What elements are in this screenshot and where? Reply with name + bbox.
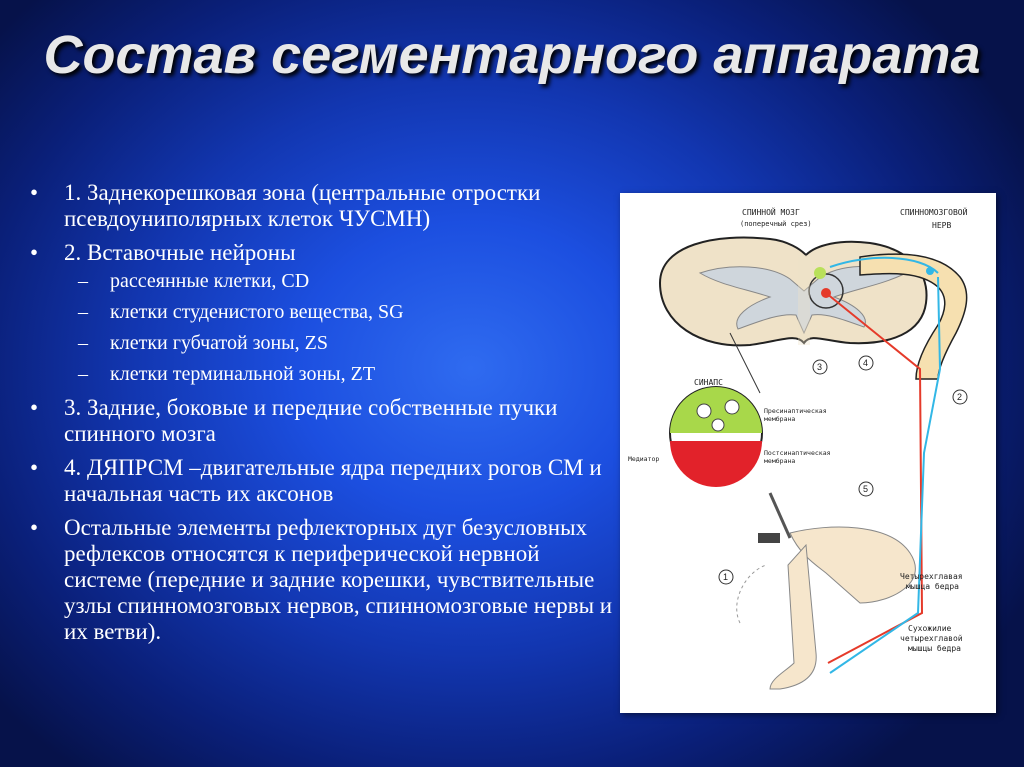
- callout-4: 4: [863, 358, 869, 368]
- label-quadriceps: Четырехглавая: [900, 572, 963, 581]
- sub-list: [64, 268, 615, 387]
- slide-title: Состав сегментарного аппарата: [43, 25, 981, 85]
- sub-item: [64, 299, 615, 325]
- bullet-item: [30, 515, 615, 645]
- label-cross-section: (поперечный срез): [740, 220, 812, 228]
- number-callout: [859, 482, 873, 496]
- label-spinal-nerve-2: НЕРВ: [932, 221, 952, 230]
- label-spinal-cord: СПИННОЙ МОЗГ: [742, 208, 800, 217]
- label-tendon-3: мышцы бедра: [908, 644, 961, 653]
- bullet-text: 2. Вставочные нейроны: [64, 240, 296, 265]
- bullet-text: 4. ДЯПРСМ –двигательные ядра передних рогов СМ и начальная часть их аксонов: [64, 455, 602, 506]
- reflex-arc-illustration: [620, 193, 996, 713]
- bullet-text: 3. Задние, боковые и передние собственные пучки спинного мозга: [64, 395, 558, 446]
- bullet-list: [30, 180, 615, 653]
- sub-item: [64, 330, 615, 356]
- label-tendon-2: четырехглавой: [900, 634, 963, 643]
- reflex-arc-figure: [620, 193, 996, 713]
- callout-5: 5: [863, 484, 869, 494]
- callout-1: 1: [723, 572, 729, 582]
- sub-marker: –: [78, 301, 88, 323]
- sub-text: клетки терминальной зоны, ZT: [110, 363, 376, 385]
- bullet-marker: •: [30, 455, 39, 480]
- bullet-text: Остальные элементы рефлекторных дуг безусловных рефлексов относятся к периферической нервной системе (передние и задние корешки, чувствительные узлы спинномозговых нервов, спинномозговые нервы и их ветви).: [64, 515, 613, 644]
- sub-text: рассеянные клетки, CD: [110, 270, 310, 292]
- sub-marker: –: [78, 363, 88, 385]
- bullet-text: 1. Заднекорешковая зона (центральные отростки псевдоуниполярных клеток ЧУСМН): [64, 180, 541, 231]
- label-presynaptic: Пресинаптическая: [764, 407, 827, 415]
- bullet-item: [30, 395, 615, 447]
- number-callout: [953, 390, 967, 404]
- bullet-marker: •: [30, 395, 39, 420]
- number-callout: [719, 570, 733, 584]
- label-quadriceps-2: мышца бедра: [906, 582, 959, 591]
- bullet-marker: •: [30, 515, 39, 540]
- number-callout: [859, 356, 873, 370]
- label-postsynaptic-2: мембрана: [764, 457, 796, 465]
- bullet-marker: •: [30, 180, 39, 205]
- sub-text: клетки губчатой зоны, ZS: [110, 332, 328, 354]
- bullet-item: [30, 180, 615, 232]
- sub-marker: –: [78, 332, 88, 354]
- label-presynaptic-2: мембрана: [764, 415, 796, 423]
- sub-item: [64, 361, 615, 387]
- callout-3: 3: [817, 362, 823, 372]
- bullet-marker: •: [30, 240, 39, 265]
- label-postsynaptic: Постсинаптическая: [764, 449, 831, 457]
- number-callout: [813, 360, 827, 374]
- sub-item: [64, 268, 615, 294]
- sub-text: клетки студенистого вещества, SG: [110, 301, 404, 323]
- label-spinal-nerve: СПИННОМОЗГОВОЙ: [900, 208, 968, 217]
- synapse-inset: [628, 333, 831, 487]
- bullet-item: [30, 240, 615, 387]
- sub-marker: –: [78, 270, 88, 292]
- callout-2: 2: [957, 392, 963, 402]
- bullet-item: [30, 455, 615, 507]
- label-tendon: Сухожилие: [908, 624, 952, 633]
- label-synapse: СИНАПС: [694, 378, 723, 387]
- label-mediator: Медиатор: [628, 455, 660, 463]
- leg-illustration: [737, 493, 916, 689]
